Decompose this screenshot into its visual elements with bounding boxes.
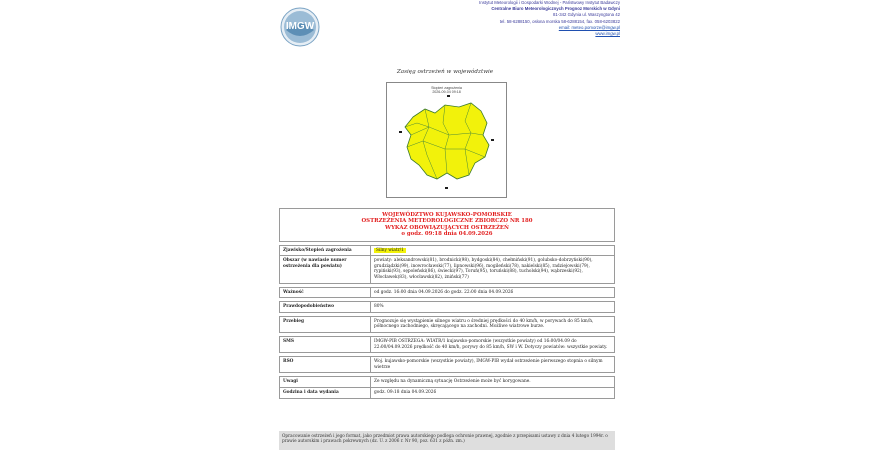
row-value: od godz. 16:00 dnia 04.09.2026 do godz. 22:00 dnia 04.09.2026 bbox=[371, 287, 615, 298]
svg-text:IMGW: IMGW bbox=[285, 21, 315, 32]
row-label: Ważność bbox=[280, 287, 371, 298]
table-row bbox=[280, 316, 615, 332]
title-bulletin: OSTRZEŻENIA METEOROLOGICZNE ZBIORCZO NR 180 bbox=[361, 218, 533, 225]
map-caption-date: 2026-09-04 09:18 bbox=[432, 90, 461, 95]
row-label: Godzina i data wydania bbox=[280, 387, 371, 398]
row-value: Woj. kujawsko-pomorskie (wszystkie powiaty), IMGW-PIB wydał ostrzeżenie pierwszego stopnia o silnym wietrze bbox=[371, 357, 615, 373]
header-website-link[interactable]: www.imgw.pl bbox=[595, 31, 620, 37]
header-address: 81-342 Gdynia ul. Waszyngtona 42 bbox=[553, 12, 620, 18]
row-label: Prawdopodobieństwo bbox=[280, 302, 371, 313]
table-row bbox=[280, 245, 615, 256]
table-row bbox=[280, 256, 615, 283]
imgw-logo bbox=[276, 6, 326, 48]
header-email-link[interactable]: email: meteo.pomorze@imgw.pl bbox=[558, 24, 620, 30]
voivodeship-shape bbox=[387, 83, 506, 197]
institute-header bbox=[380, 0, 620, 37]
table-row bbox=[280, 336, 615, 352]
row-value: Ze względu na dynamiczną sytuację Ostrzeżenie może być korygowane. bbox=[371, 377, 615, 388]
map-caption-level: Stopień zagrożenia bbox=[431, 86, 462, 90]
header-phone: tel. 58-6288150, osłona morska 58-6288154, fax. 058-6203822 bbox=[499, 18, 620, 24]
row-label: Przebieg bbox=[280, 316, 371, 332]
row-label: SMS bbox=[280, 336, 371, 352]
title-issue-time: o godz. 09:18 dnia 04.09.2026 bbox=[401, 231, 493, 238]
table-row bbox=[280, 357, 615, 373]
row-value: Prognozuje się wystąpienie silnego wiatru o średniej prędkości do 40 km/h, w porywach do 85 km/h, północnego zachodniego, skręcającego na zachodni. Możliwe wiatrowe burze. bbox=[371, 316, 615, 332]
title-list: WYKAZ OBOWIĄZUJĄCYCH OSTRZEŻEŃ bbox=[385, 224, 509, 231]
table-row bbox=[280, 387, 615, 398]
table-row bbox=[280, 302, 615, 313]
row-value: godz. 09:18 dnia 04.09.2026 bbox=[371, 387, 615, 398]
region-map bbox=[386, 82, 507, 198]
warnings-table bbox=[279, 208, 615, 399]
table-row bbox=[280, 377, 615, 388]
row-label: Uwagi bbox=[280, 377, 371, 388]
copyright-footer: Opracowanie ostrzeżeń i jego format, jako przedmiot prawa autorskiego podlega ochronie prawnej, zgodnie z przepisami ustawy z dnia 4 lutego 1994r. o prawie autorskim i prawach pokrewnych (dz. U. z 2006 r. Nr 90, poz. 631 z późn. zm.) bbox=[279, 431, 615, 450]
map-title: Zasięg ostrzeżeń w województwie bbox=[396, 69, 494, 75]
row-label: Obszar (w nawiasie numer ostrzeżenia dla powiatu) bbox=[280, 256, 371, 283]
row-label: Zjawisko/Stopień zagrożenia bbox=[280, 245, 371, 256]
warning-document bbox=[262, 0, 628, 450]
hazard-level-badge: Silny wiatr/1 bbox=[376, 247, 404, 253]
row-value: IMGW-PIB OSTRZEGA: WIATR/1 kujawsko-pomorskie (wszystkie powiaty) od 16:00/04.09 do 22:00/04.09.2026 prędkość do 40 km/h, porywy do 85 km/h, SW i W. Dotyczy powiatów: wszystkie powiaty. bbox=[371, 336, 615, 352]
row-value: 80% bbox=[371, 302, 615, 313]
header-line2: Centralne Biuro Meteorologicznych Prognoz Morskich w Gdyni bbox=[491, 6, 620, 12]
row-label: RSO bbox=[280, 357, 371, 373]
row-value bbox=[371, 245, 615, 256]
title-voivodeship: WOJEWÓDZTWO KUJAWSKO-POMORSKIE bbox=[382, 212, 512, 218]
table-row bbox=[280, 287, 615, 298]
row-value: powiaty: aleksandrowski(81), brodnicki(98), bydgoski(84), chełmiński(91), golubsko-dobrzyński(90), grudziądzki(99), inowrocławski(77), lipnowski(96), mogileński(78), nakielski(85), radziejowski(79), rypiński(93), sępoleński(86), świecki(97), Toruń(95), toruński(88), tucholski(94), wąbrzeski(92), Włocławek(83), włocławski(82), żniński(77) bbox=[371, 256, 615, 283]
warnings-title bbox=[280, 209, 615, 242]
header-line1: Instytut Meteorologii i Gospodarki Wodnej - Państwowy Instytut Badawczy bbox=[479, 0, 620, 5]
